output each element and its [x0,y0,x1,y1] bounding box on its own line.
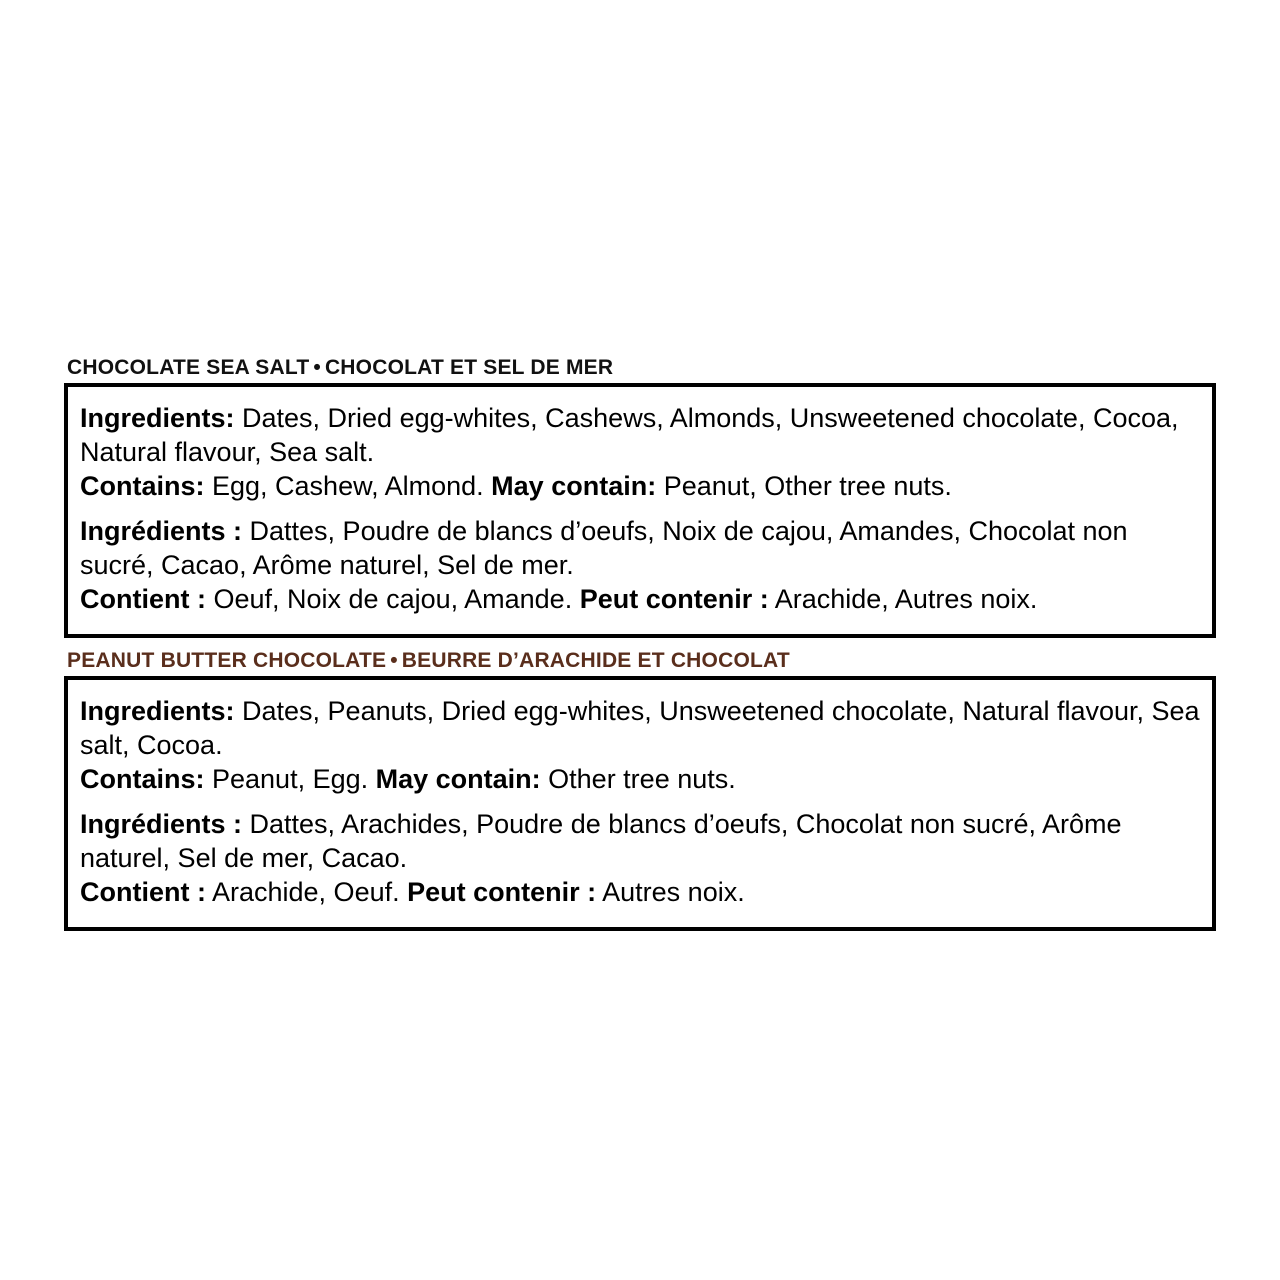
title-separator: • [313,356,321,379]
flavor-title-en: CHOCOLATE SEA SALT [67,356,310,379]
flavor-title [67,648,1216,674]
may-contain-label: Peut contenir : [407,877,597,907]
ingredients-text: Dattes, Arachides, Poudre de blancs d’oeufs, Chocolat non sucré, Arôme naturel, Sel de mer, Cacao. [80,809,1122,873]
ingredients-box [64,383,1216,638]
may-contain-text: Autres noix. [596,877,745,907]
contains-label: Contains: [80,764,205,794]
flavor-section-peanut-butter-chocolate [64,648,1216,931]
contains-label: Contient : [80,584,206,614]
flavor-title-fr: CHOCOLAT ET SEL DE MER [324,356,614,379]
allergens-line [80,469,1200,503]
ingredients-text: Dates, Peanuts, Dried egg-whites, Unsweetened chocolate, Natural flavour, Sea salt, Cocoa. [80,696,1200,760]
flavor-section-chocolate-sea-salt [64,355,1216,638]
may-contain-label: May contain: [491,471,657,501]
allergens-line [80,762,1200,796]
allergens-line [80,582,1200,616]
flavor-title-en: PEANUT BUTTER CHOCOLATE [67,649,387,672]
may-contain-label: Peut contenir : [579,584,769,614]
ingredients-box [64,676,1216,931]
ingredients-label: Ingredients: [80,403,235,433]
ingredients-text: Dates, Dried egg-whites, Cashews, Almonds, Unsweetened chocolate, Cocoa, Natural flavour, Sea salt. [80,403,1179,467]
flavor-title-fr: BEURRE D’ARACHIDE ET CHOCOLAT [401,649,790,672]
title-separator: • [390,649,398,672]
ingredients-line [80,514,1200,582]
english-block [80,401,1200,503]
may-contain-text: Peanut, Other tree nuts. [656,471,952,501]
contains-text: Peanut, Egg. [204,764,376,794]
ingredients-text: Dattes, Poudre de blancs d’oeufs, Noix de cajou, Amandes, Chocolat non sucré, Cacao, Arôme naturel, Sel de mer. [80,516,1128,580]
flavor-title [67,355,1216,381]
english-block [80,694,1200,796]
contains-label: Contient : [80,877,206,907]
ingredients-label: Ingredients: [80,696,235,726]
may-contain-label: May contain: [375,764,541,794]
french-block [80,807,1200,909]
contains-text: Arachide, Oeuf. [205,877,408,907]
may-contain-text: Other tree nuts. [540,764,736,794]
ingredients-line [80,807,1200,875]
contains-text: Egg, Cashew, Almond. [204,471,492,501]
contains-label: Contains: [80,471,205,501]
ingredients-label: Ingrédients : [80,516,243,546]
allergens-line [80,875,1200,909]
ingredients-label: Ingrédients : [80,809,243,839]
may-contain-text: Arachide, Autres noix. [768,584,1038,614]
ingredients-line [80,694,1200,762]
ingredients-line [80,401,1200,469]
contains-text: Oeuf, Noix de cajou, Amande. [205,584,580,614]
french-block [80,514,1200,616]
